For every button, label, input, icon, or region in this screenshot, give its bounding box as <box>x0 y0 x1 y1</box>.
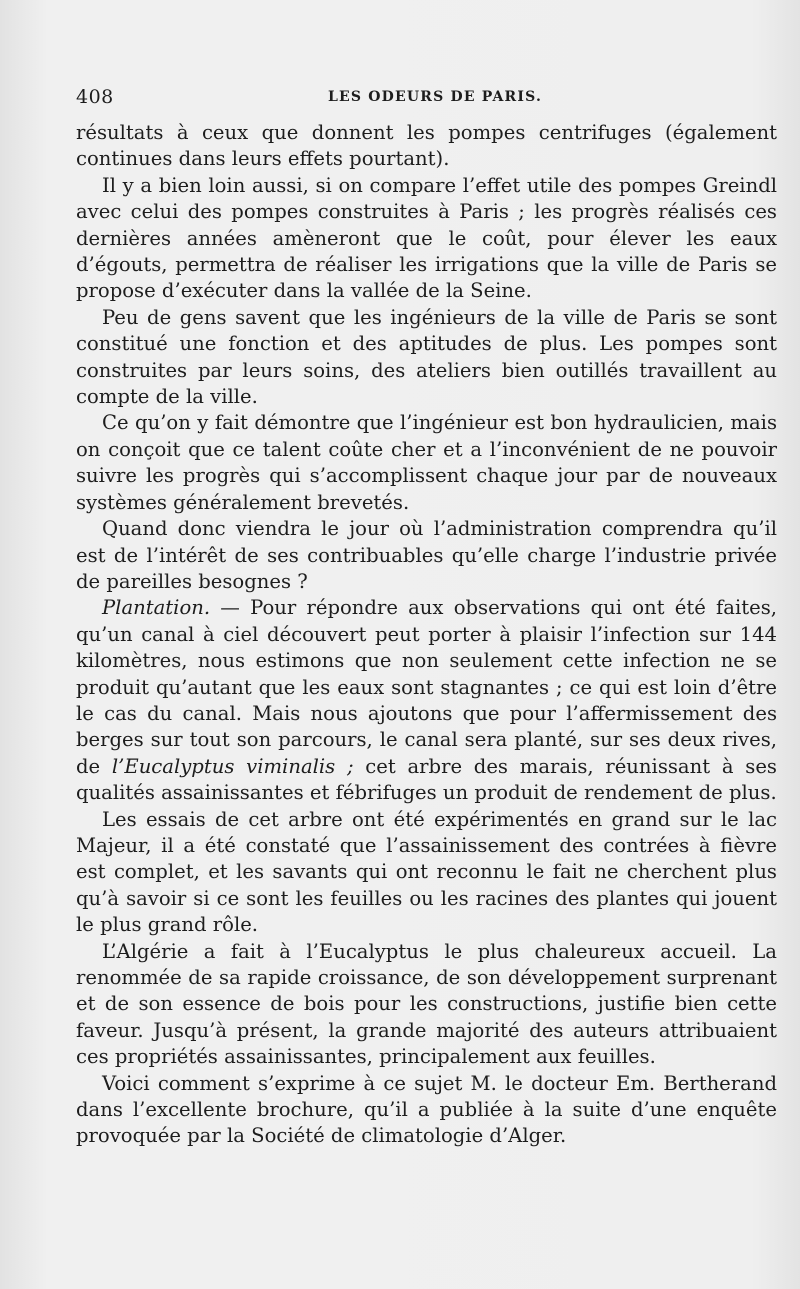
paragraph: Voici comment s’exprime à ce sujet M. le docteur Em. Bertherand dans l’excellente brochure, qu’il a publiée à la suite d’une enquête provoquée par la Société de climatologie d’Alger. <box>76 1071 777 1148</box>
paragraph: Les essais de cet arbre ont été expérimentés en grand sur le lac Majeur, il a été constaté que l’assainissement des contrées à fièvre est complet, et les savants qui ont reconnu le fait ne cherchent plus qu’à savoir si ce sont les feuilles ou les racines des plantes qui jouent le plus grand rôle. <box>76 807 777 937</box>
species-name: l’Eucalyptus viminalis ; <box>111 754 354 778</box>
paragraph-plantation <box>76 595 777 806</box>
paragraph: Peu de gens savent que les ingénieurs de la ville de Paris se sont constitué une fonction et des aptitudes de plus. Les pompes sont construites par leurs soins, des ateliers bien outillés travaillent au compte de la ville. <box>76 305 777 409</box>
paragraph-continuation: résultats à ceux que donnent les pompes centrifuges (également continues dans leurs effets pourtant). <box>76 121 777 171</box>
paragraph: Il y a bien loin aussi, si on compare l’effet utile des pompes Greindl avec celui des pompes construites à Paris ; les progrès réalisés ces dernières années amèneront que le coût, pour élever les eaux d’égouts, permettra de réaliser les irrigations que la ville de Paris se propose d’exécuter dans la vallée de la Seine. <box>76 173 777 303</box>
page-number: 408 <box>76 86 114 108</box>
section-lead: Plantation. <box>102 596 211 620</box>
paragraph-text: — Pour répondre aux observations qui ont été faites, qu’un canal à ciel découvert peut porter à plaisir l’infection sur 144 kilomètres, nous estimons que non seulement cette infection ne se produit qu’autant que les eaux sont stagnantes ; ce qui est loin d’être le cas du canal. Mais nous ajoutons que pour l’affermissement des berges sur tout son parcours, le canal sera planté, sur ses deux rives, de <box>76 596 777 778</box>
paragraph-text-continued: cet arbre des marais, réunissant à ses qualités assainissantes et fébrifuges un produit de rendement de plus. <box>76 754 777 805</box>
paragraph: Ce qu’on y fait démontre que l’ingénieur est bon hydraulicien, mais on conçoit que ce talent coûte cher et a l’inconvénient de ne pouvoir suivre les progrès qui s’accomplissent chaque jour par de nouveaux systèmes généralement brevetés. <box>76 411 777 514</box>
page-header <box>76 86 776 116</box>
paragraph: L’Algérie a fait à l’Eucalyptus le plus chaleureux accueil. La renommée de sa rapide croissance, de son développement surprenant et de son essence de bois pour les constructions, justifie bien cette faveur. Jusqu’à présent, la grande majorité des auteurs attribuaient ces propriétés assainissantes, principalement aux feuilles. <box>76 939 777 1069</box>
body-text <box>76 120 777 1150</box>
running-title: LES ODEURS DE PARIS. <box>327 89 543 105</box>
paragraph: Quand donc viendra le jour où l’administration comprendra qu’il est de l’intérêt de ses contribuables qu’elle charge l’industrie privée de pareilles besognes ? <box>76 517 777 593</box>
